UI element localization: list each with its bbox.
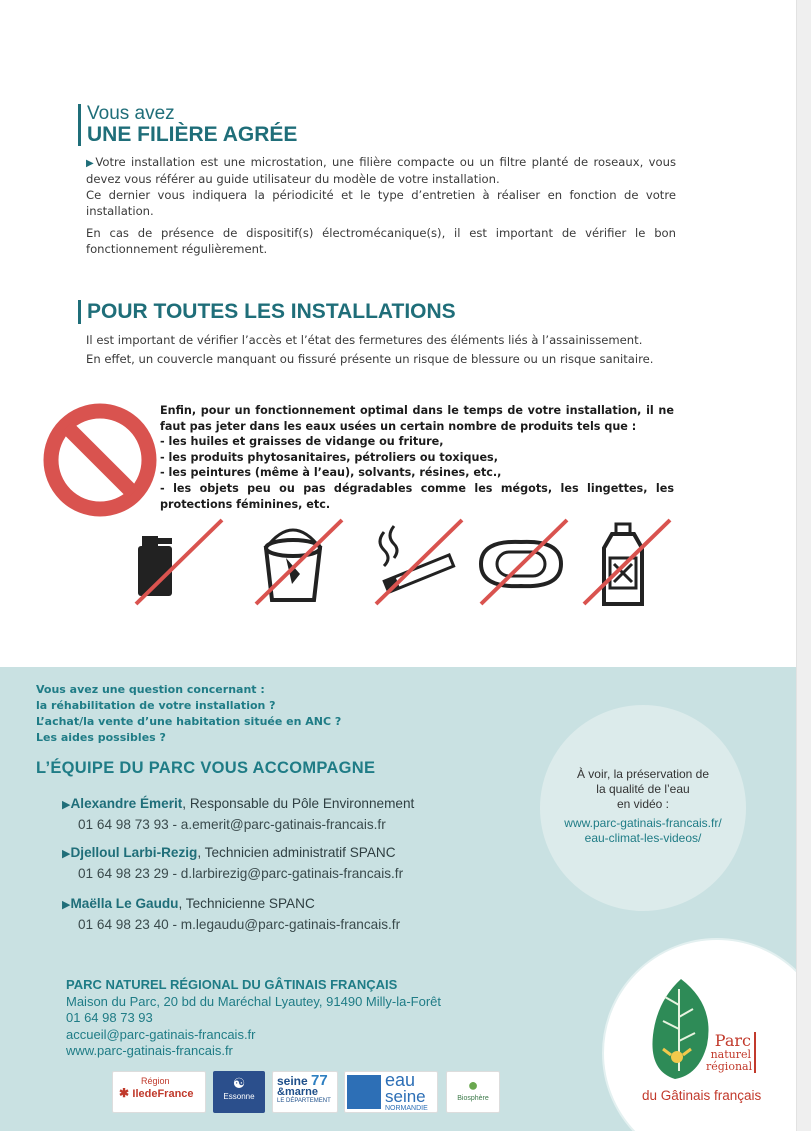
park-phone: 01 64 98 73 93 xyxy=(66,1010,153,1025)
video-link[interactable]: eau-climat-les-videos/ xyxy=(584,831,702,845)
region-idf-logo xyxy=(112,1071,206,1113)
logo-parc: Parc xyxy=(714,1031,751,1050)
section2-paragraph: Il est important de vérifier l’accès et l’état des fermetures des éléments liés à l’assainissement. xyxy=(86,333,643,347)
eau-logo-subtext: NORMANDIE xyxy=(385,1105,428,1112)
question-line: la réhabilitation de votre installation ? xyxy=(36,699,276,712)
biosphere-text: Biosphère xyxy=(457,1095,489,1102)
contact-role: , Technicienne SPANC xyxy=(178,896,315,911)
questions-block xyxy=(36,682,341,746)
star-icon: ✱ xyxy=(119,1086,133,1100)
park-website[interactable]: www.parc-gatinais-francais.fr xyxy=(66,1043,233,1058)
section1-heading: UNE FILIÈRE AGRÉE xyxy=(87,123,298,146)
question-line: Vous avez une question concernant : xyxy=(36,683,265,696)
video-text-line: À voir, la préservation de xyxy=(576,767,710,781)
question-line: Les aides possibles ? xyxy=(36,731,166,744)
seine-marne-subtext: LE DÉPARTEMENT xyxy=(277,1098,331,1104)
eau-seine-normandie-logo xyxy=(344,1071,438,1113)
park-name: PARC NATUREL RÉGIONAL DU GÂTINAIS FRANÇAIS xyxy=(66,977,398,992)
warning-list xyxy=(160,403,674,512)
section1-title xyxy=(78,104,297,146)
section1-paragraph: Ce dernier vous indiquera la périodicité et le type d’entretien à réaliser en fonction de votre installation. xyxy=(86,188,676,218)
contact-details: 01 64 98 73 93 - a.emerit@parc-gatinais-francais.fr xyxy=(78,817,386,832)
contact-role: , Responsable du Pôle Environnement xyxy=(182,796,415,811)
bullet-triangle-icon: ▶ xyxy=(62,899,71,911)
seine-marne-logo xyxy=(272,1071,338,1113)
video-text-line: en vidéo : xyxy=(616,797,670,811)
paint-bucket-icon xyxy=(248,518,344,608)
essonne-symbol-icon: ☯ xyxy=(232,1075,246,1091)
video-callout xyxy=(528,767,758,846)
seine-marne-text: &marne xyxy=(277,1086,318,1098)
logo-regional: régional xyxy=(706,1060,753,1073)
seine-marne-text: seine xyxy=(277,1074,308,1088)
park-address: Maison du Parc, 20 bd du Maréchal Lyautey, 91490 Milly-la-Forêt xyxy=(66,993,442,1009)
essonne-logo xyxy=(213,1071,265,1113)
park-address-block xyxy=(66,977,441,1060)
section1-kicker: Vous avez xyxy=(87,103,175,124)
contact-card xyxy=(62,843,403,884)
section2-paragraph: En effet, un couvercle manquant ou fissuré présente un risque de blessure ou un risque sanitaire. xyxy=(86,352,654,366)
park-logo-text xyxy=(706,1032,756,1073)
eau-logo-text: eau xyxy=(385,1071,416,1090)
region-logo-text: Région xyxy=(141,1076,170,1086)
seine-marne-number: 77 xyxy=(311,1072,328,1089)
contact-card xyxy=(62,894,400,935)
contact-name: Alexandre Émerit xyxy=(70,796,183,811)
logo-gatinais: du Gâtinais français xyxy=(642,1088,762,1103)
eau-logo-text: seine xyxy=(385,1087,426,1106)
forbidden-items-row xyxy=(128,518,668,608)
team-heading: L’ÉQUIPE DU PARC VOUS ACCOMPAGNE xyxy=(36,759,376,777)
agency-emblem-icon xyxy=(347,1075,381,1109)
video-text-line: la qualité de l’eau xyxy=(596,782,690,796)
section1-paragraph: ▶Votre installation est une microstation, une filière compacte ou un filtre planté de roseaux, vous devez vous référer au guide utilisateur du modèle de votre installation. xyxy=(86,155,676,186)
logo-naturel: naturel xyxy=(710,1048,751,1061)
list-item: - les objets peu ou pas dégradables comme les mégots, les lingettes, les protections féminines, etc. xyxy=(160,481,674,511)
contact-details: 01 64 98 23 29 - d.larbirezig@parc-gatinais-francais.fr xyxy=(78,866,404,881)
contact-role: , Technicien administratif SPANC xyxy=(197,845,396,860)
video-link[interactable]: www.parc-gatinais-francais.fr/ xyxy=(564,816,722,830)
contact-name: Djelloul Larbi-Rezig xyxy=(70,845,198,860)
cigarette-icon xyxy=(368,518,464,608)
section2-heading: POUR TOUTES LES INSTALLATIONS xyxy=(78,300,456,324)
globe-icon: ● xyxy=(467,1075,479,1095)
bullet-triangle-icon: ▶ xyxy=(86,158,96,169)
scroll-edge xyxy=(796,0,811,1131)
bullet-triangle-icon: ▶ xyxy=(62,848,71,860)
chemical-bottle-icon xyxy=(576,518,672,608)
park-email[interactable]: accueil@parc-gatinais-francais.fr xyxy=(66,1026,256,1042)
region-logo-name: ✱ IledeFrance xyxy=(119,1086,194,1100)
list-item: - les produits phytosanitaires, pétroliers ou toxiques, xyxy=(160,450,498,464)
list-item: - les peintures (même à l’eau), solvants, résines, etc., xyxy=(160,466,502,480)
bullet-triangle-icon: ▶ xyxy=(62,799,71,811)
list-item: - les huiles et graisses de vidange ou friture, xyxy=(160,435,444,449)
warning-intro: Enfin, pour un fonctionnement optimal dans le temps de votre installation, il ne faut pas jeter dans les eaux usées un certain nombre de produits tels que : xyxy=(160,404,674,433)
question-line: L’achat/la vente d’une habitation située en ANC ? xyxy=(36,715,342,728)
sanitary-pad-icon xyxy=(473,518,569,608)
essonne-logo-text: Essonne xyxy=(223,1092,255,1101)
contact-card xyxy=(62,794,414,835)
oil-can-icon xyxy=(128,518,224,608)
contact-name: Maëlla Le Gaudu xyxy=(70,896,179,911)
contact-details: 01 64 98 23 40 - m.legaudu@parc-gatinais-francais.fr xyxy=(78,917,401,932)
section1-paragraph: En cas de présence de dispositif(s) électromécanique(s), il est important de vérifier le bon fonctionnement régulièrement. xyxy=(86,226,676,256)
biosphere-logo xyxy=(446,1071,500,1113)
prohibited-icon xyxy=(42,402,158,518)
